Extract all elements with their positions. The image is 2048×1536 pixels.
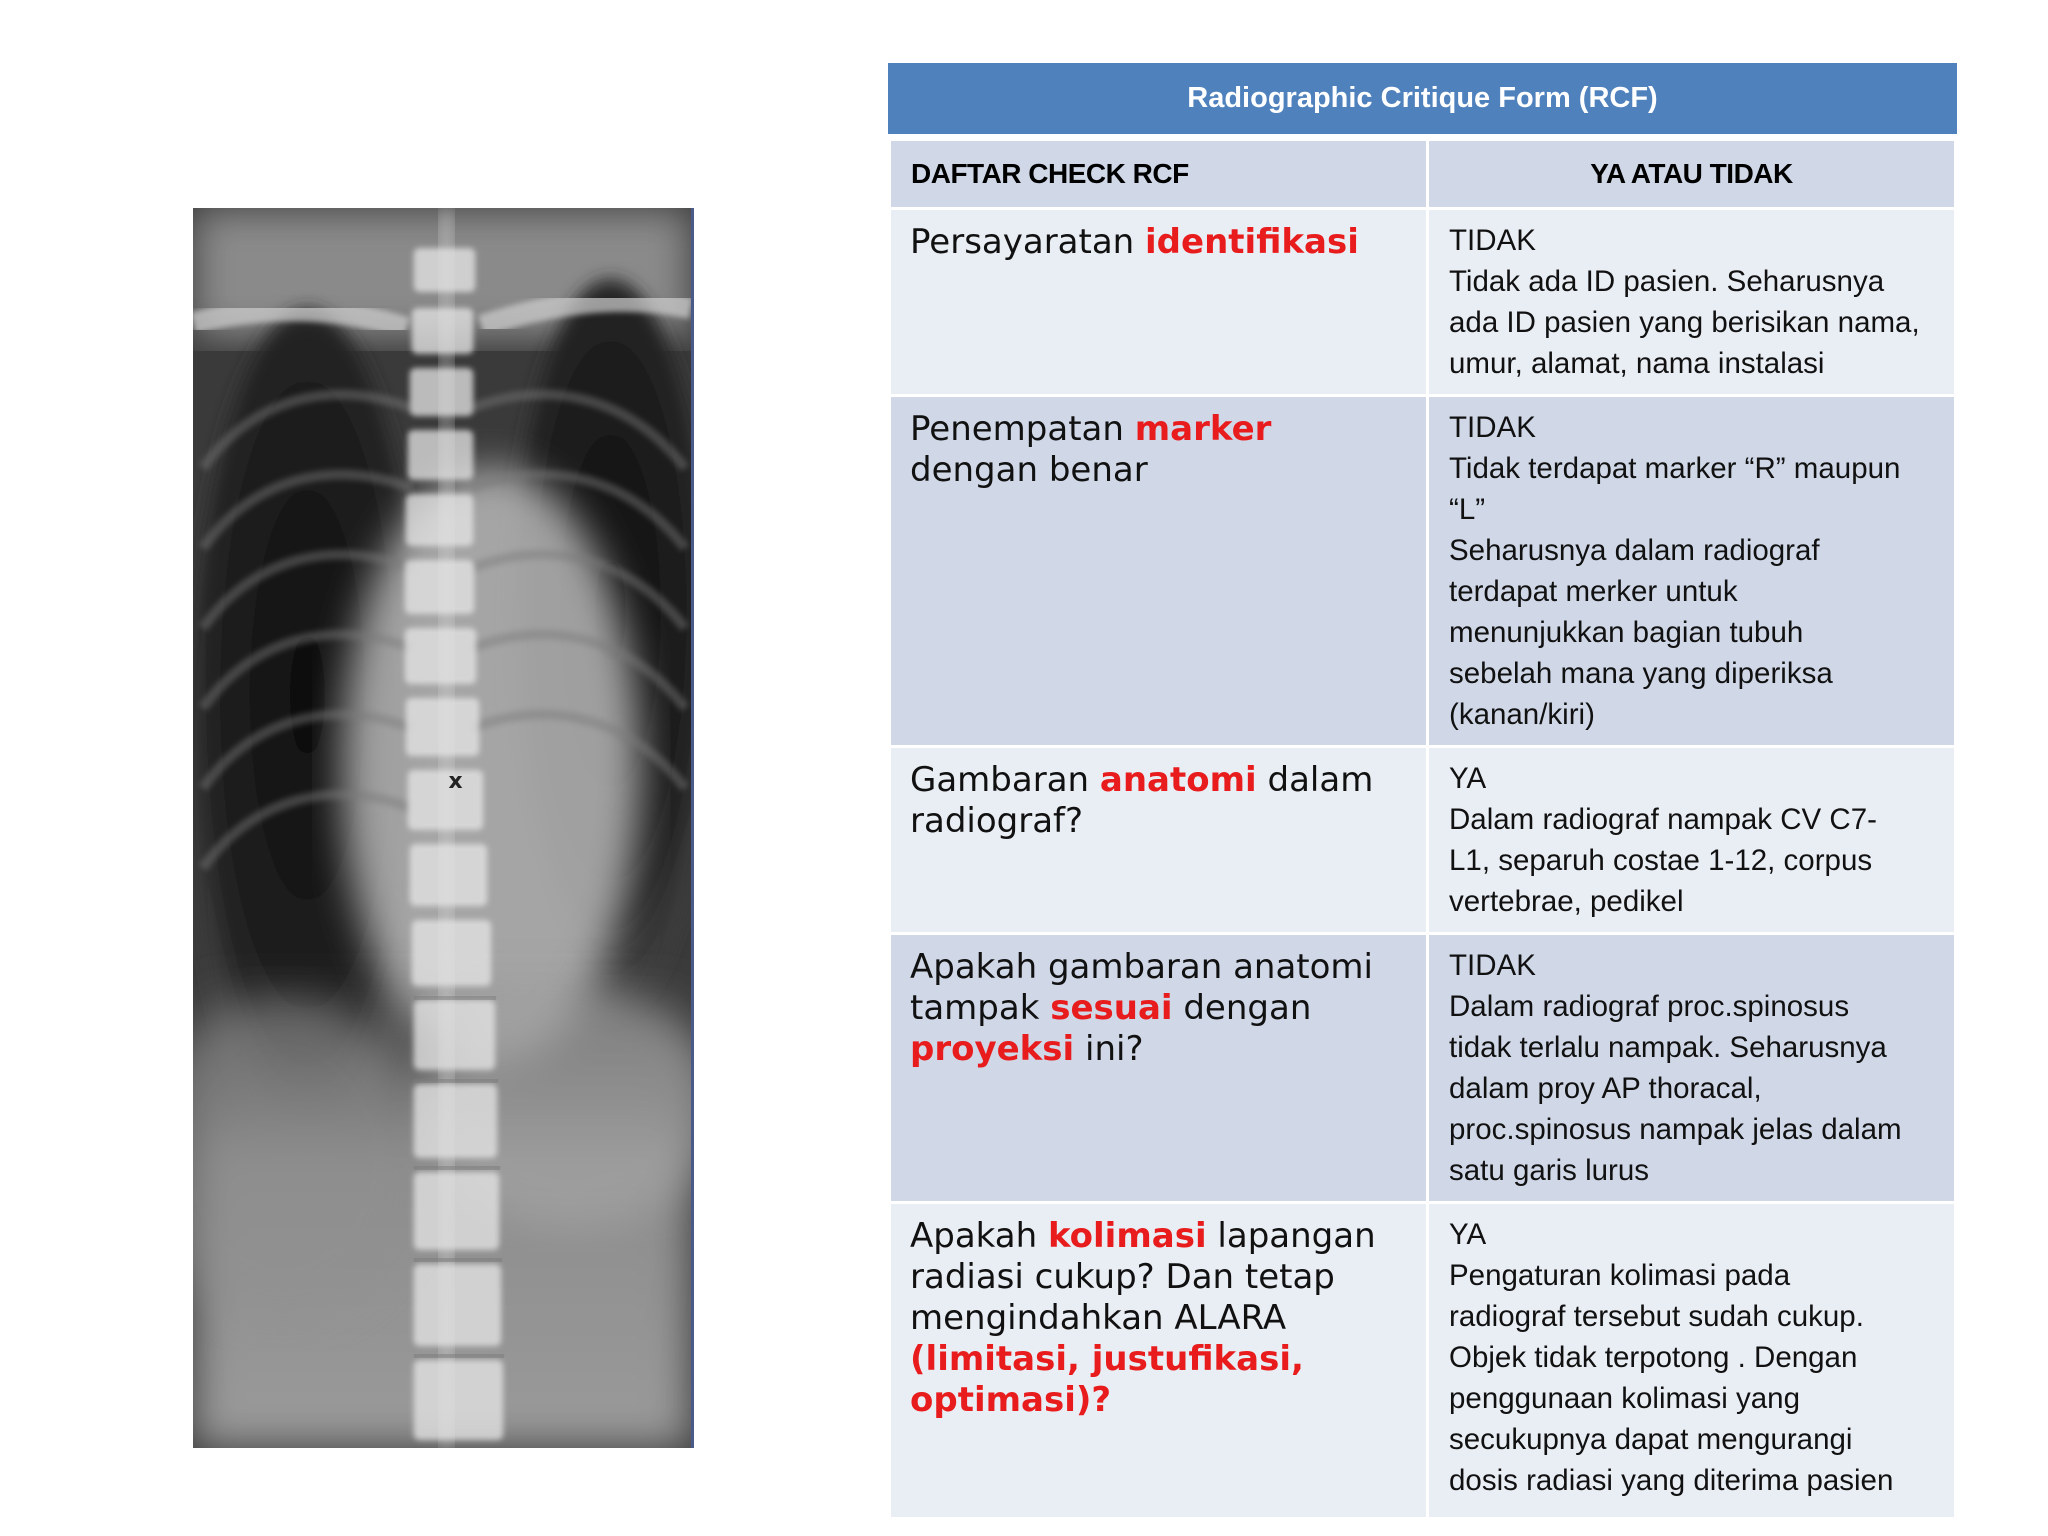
answer-line: terdapat merker untuk	[1449, 575, 1738, 608]
answer-line: menunjukkan bagian tubuh	[1449, 616, 1804, 649]
question-text: tampak	[910, 988, 1051, 1028]
answer-line: ada ID pasien yang berisikan nama,	[1449, 306, 1920, 339]
form-title: Radiographic Critique Form (RCF)	[888, 63, 1957, 138]
answer-line: Dalam radiograf nampak CV C7-	[1449, 803, 1877, 836]
question-highlight: kolimasi	[1047, 1216, 1207, 1256]
answer-line: Tidak terdapat marker “R” maupun	[1449, 452, 1901, 485]
answer-line: umur, alamat, nama instalasi	[1449, 347, 1825, 380]
answer-status: YA	[1449, 762, 1487, 795]
table-row	[890, 747, 1956, 934]
question-text: Persayaratan	[910, 222, 1146, 262]
question-text: dalam	[1256, 760, 1374, 800]
question-text: radiograf?	[910, 801, 1084, 841]
table-row	[890, 396, 1956, 747]
question-line	[910, 1216, 1414, 1257]
answer-status: TIDAK	[1449, 411, 1536, 444]
answer-line: L1, separuh costae 1-12, corpus	[1449, 844, 1873, 877]
question-line	[910, 1029, 1414, 1070]
answer-line: dosis radiasi yang diterima pasien	[1449, 1464, 1894, 1497]
question-cell	[890, 934, 1428, 1203]
answer-line: Dalam radiograf proc.spinosus	[1449, 990, 1850, 1023]
answer-line: (kanan/kiri)	[1449, 698, 1595, 731]
rcf-form	[888, 63, 1957, 1520]
answer-line: Pengaturan kolimasi pada	[1449, 1259, 1791, 1292]
question-text: radiasi cukup? Dan tetap	[910, 1257, 1335, 1297]
header-answer: YA ATAU TIDAK	[1428, 140, 1956, 209]
table-header-row	[890, 140, 1956, 209]
answer-line: Seharusnya dalam radiograf	[1449, 534, 1820, 567]
answer-status: TIDAK	[1449, 224, 1536, 257]
question-cell	[890, 209, 1428, 396]
question-line	[910, 409, 1414, 450]
xray-image	[193, 208, 694, 1448]
answer-line: “L”	[1449, 493, 1486, 526]
xray-svg	[193, 208, 691, 1448]
answer-cell	[1428, 747, 1956, 934]
question-cell	[890, 396, 1428, 747]
question-highlight: proyeksi	[910, 1029, 1075, 1069]
question-cell	[890, 1203, 1428, 1519]
question-line	[910, 988, 1414, 1029]
answer-line: satu garis lurus	[1449, 1154, 1650, 1187]
answer-line: penggunaan kolimasi yang	[1449, 1382, 1800, 1415]
question-text: dengan	[1172, 988, 1312, 1028]
answer-line: sebelah mana yang diperiksa	[1449, 657, 1833, 690]
answer-status: YA	[1449, 1218, 1487, 1251]
question-highlight: optimasi)?	[910, 1380, 1112, 1420]
answer-cell	[1428, 934, 1956, 1203]
rcf-table	[888, 138, 1957, 1520]
question-highlight: (limitasi, justufikasi,	[910, 1339, 1304, 1379]
question-highlight: anatomi	[1099, 760, 1257, 800]
question-text: Gambaran	[910, 760, 1100, 800]
table-row	[890, 934, 1956, 1203]
question-text: Apakah gambaran anatomi	[910, 947, 1374, 987]
answer-line: vertebrae, pedikel	[1449, 885, 1684, 918]
answer-cell	[1428, 396, 1956, 747]
question-cell	[890, 747, 1428, 934]
question-highlight: marker	[1134, 409, 1272, 449]
answer-line: proc.spinosus nampak jelas dalam	[1449, 1113, 1902, 1146]
question-text: Apakah	[910, 1216, 1048, 1256]
question-text: ini?	[1074, 1029, 1144, 1069]
question-text: lapangan	[1206, 1216, 1376, 1256]
question-line	[910, 760, 1414, 801]
answer-line: radiograf tersebut sudah cukup.	[1449, 1300, 1864, 1333]
question-highlight: sesuai	[1050, 988, 1173, 1028]
table-row	[890, 1203, 1956, 1519]
question-highlight: identifikasi	[1145, 222, 1359, 262]
table-row	[890, 209, 1956, 396]
answer-cell	[1428, 1203, 1956, 1519]
answer-line: Tidak ada ID pasien. Seharusnya	[1449, 265, 1885, 298]
answer-line: Objek tidak terpotong . Dengan	[1449, 1341, 1858, 1374]
question-text: mengindahkan ALARA	[910, 1298, 1287, 1338]
answer-cell	[1428, 209, 1956, 396]
question-text: Penempatan	[910, 409, 1135, 449]
answer-line: dalam proy AP thoracal,	[1449, 1072, 1762, 1105]
xray-marker: x	[448, 768, 463, 795]
answer-status: TIDAK	[1449, 949, 1536, 982]
header-checklist: DAFTAR CHECK RCF	[890, 140, 1428, 209]
answer-line: secukupnya dapat mengurangi	[1449, 1423, 1853, 1456]
answer-line: tidak terlalu nampak. Seharusnya	[1449, 1031, 1887, 1064]
question-text: dengan benar	[910, 450, 1148, 490]
